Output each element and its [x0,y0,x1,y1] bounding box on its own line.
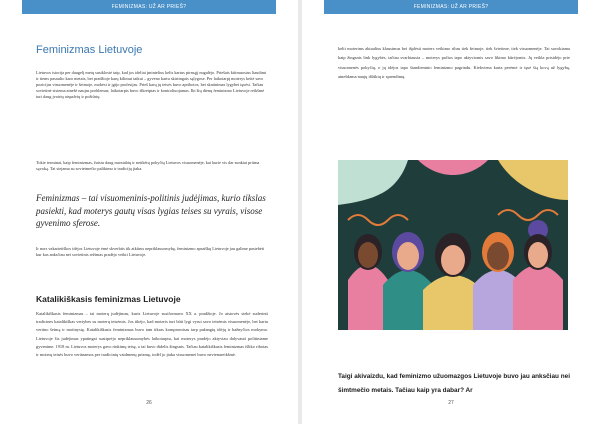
left-page [0,0,298,424]
right-page-header: FEMINIZMAS: UŽ AR PRIEŠ? [324,0,578,14]
women-illustration [338,160,568,330]
left-paragraph-3: Ir nors vakarietiškos idėjos Lietuvoje ėmė skverbtis tik atkūrus nepriklausomybę, feminizmo apraiškų Lietuvoje jau galime pastebėti kur kas anksčiau nei sovietinis režimas pradėjo veikti Lietuvoje. [36,246,265,257]
right-page [302,0,600,424]
left-paragraph-2: Tokie terminai, kaip feminizmas, žaistu daug nuostabių ir netikėtų pokyčių Lietuvos visuomenėje, kai kurie vis dar sunkiai priima sąvoką. Tai siejama su sovietmečio palikimu ir tradicijų įtaka. [36,160,260,171]
section-heading: Katalikiškasis feminizmas Lietuvoje [36,294,181,304]
left-page-header: FEMINIZMAS: UŽ AR PRIEŠ? [22,0,276,14]
right-bold-paragraph: Taigi akivaizdu, kad feminizmo užuomazgos Lietuvoje buvo jau anksčiau nei šimtmečio metais. Tačiau kaip yra dabar? Ar [338,373,570,394]
pull-quote: Feminizmas – tai visuomeninis-politinis judėjimas, kurio tikslas pasiekti, kad moterys gautų visas lygias teises su vyrais, visose gyvenimo sferose. [36,193,266,229]
left-paragraph-4: Katalikiškasis feminizmas – tai moterų judėjimas, kuris Lietuvoje susiformavo XX a. pradžioje. Jo atstovės siekė suderinti tradicines katalikiškas vertybes su moterų teisėmis. Jos tikėjo, kad moteris turi būti lygi vyrui savo teisėmis visuomenėje, bet kartu vertino šeimą ir motinystę. Katalikiškasis feminizmas buvo tam tikras kompromisas tarp pažangių idėjų ir bažnyčios mokymo. Lietuvoje šis judėjimas ypatingai sustiprėjo nepriklausomybės laikotarpiu, kai moterys pradėjo aktyviau dalyvauti politiniame gyvenime. 1918 m. Lietuvos moterys gavo rinkimų teisę, o tai buvo didelis žingsnis. Tačiau katalikiškasis feminizmas išliko ribotas ir moterų teisės buvo vertinamos per tradicinių vaidmenų prizmę, todėl jo įtaka visuomenei buvo nevienareikšmė. [36,311,268,358]
page-title: Feminizmas Lietuvoje [36,44,143,56]
left-paragraph-1: Lietuvos istorija per daugelį metų susiklostė taip, kad jos ideliai įmintelius kelis kartus pirmąjį nugalėjo. Priešais kitimuosius liaudimi ir tiems pasaulio karo metais, bet pradžioje karų kilimui taikui – gyveno kartu skirtingais sąlygose. Per laikotarpį moterys keitė savo pozicijas visuomenėje ir šeimoje, mokėsi ir įgijo profesijas. Prieš karų jų teisės buvo apribotos, bet skatinimas lygybei tęsėsi. Tačiau sovietinė sistema atnešė naujas problemas; laikotarpis buvo iškreiptas ir kontroliuojamas. Iki šių dienų feminizmo Lietuvoje reikšmė turi daug įvairių atspalvių ir požiūrių. [36,70,267,99]
page-number-left: 26 [146,400,152,406]
page-number-right: 27 [448,400,454,406]
right-paragraph-1: kelti moterims aktualius klausimus bei išplėsti moters veikimo ribas tiek šeimoje, tiek švietime, tiek visuomenėje. Tai suvokiama kaip žingsnis link lygybės, tačiau svarbiausia – moterys pačios tapo aktyviomis savo likimo kūrėjomis. Jų veikla prisidėjo prie visuomenės pokyčių, o jų idėjos tapo šiandieninio feminizmo pagrindu. Kiekviena karta perėmė ir tęsė šią kovą už lygybę, atnešdama naujų iššūkių ir sprendimų. [338,46,570,79]
